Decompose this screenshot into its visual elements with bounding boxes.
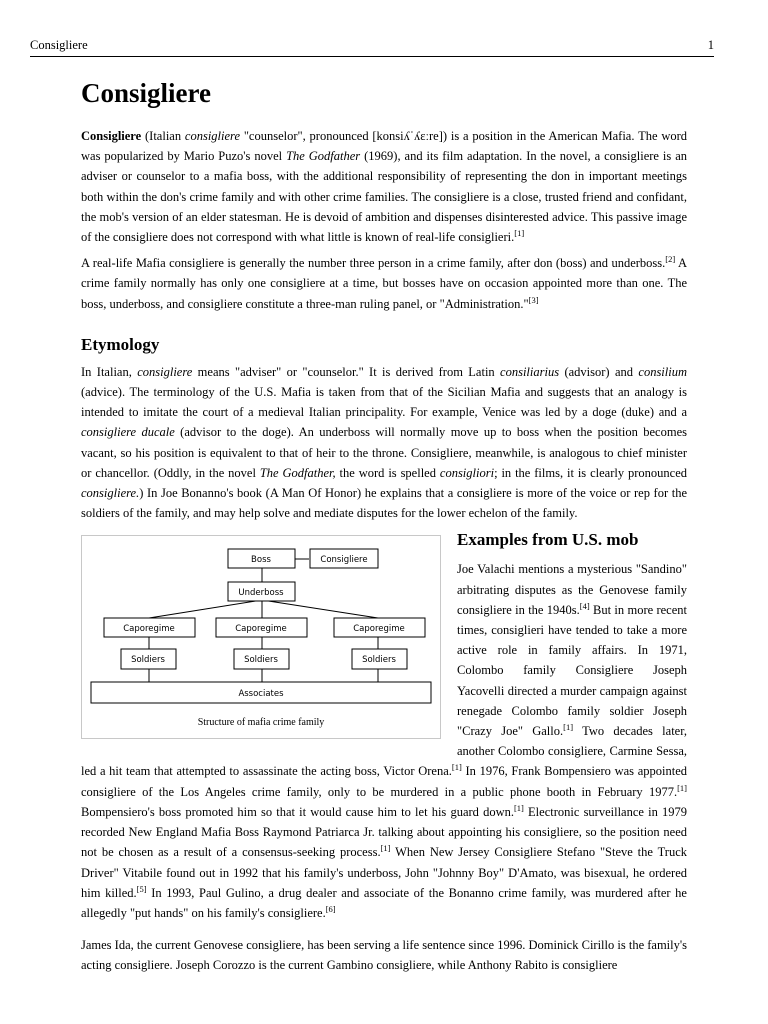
org-chart-diagram — [82, 536, 440, 738]
figure-caption: Structure of mafia crime family — [197, 717, 325, 729]
connector-line — [149, 600, 262, 618]
caporegime-label: Caporegime — [235, 624, 287, 635]
header-title: Consigliere — [30, 38, 88, 52]
term-bold: Consigliere — [81, 129, 142, 143]
examples-paragraph-1: Joe Valachi mentions a mysterious "Sandino" arbitrating disputes as the Genovese family consigliere in the 1940s.[4] But in more recent times, consiglieri have tended to take a more active role in family affairs. In 1971, Colombo family Consigliere Joseph Yacovelli directed a murder campaign against renegade Colombo family soldier Joseph "Crazy Joe" Gallo.[1] Two decades later, another Colombo consigliere, Carmine Sessa, led a hit team that attempted to assassinate the acting boss, Victor Orena.[1] In 1976, Frank Bompensiero was appointed consigliere of the Los Angeles crime family, only to be murdered in a public phone booth in February 1977.[1] Bompensiero's boss promoted him so that it would cause him to let his guard down.[1] Electronic surveillance in 1979 recorded New England Mafia Boss Raymond Patriarca Jr. talking about appointing his consigliere, so the position need not be chosen as a result of a consensus-seeking process.[1] When New Jersey Consigliere Stefano "Steve the Truck Driver" Vitabile found out in 1992 that his family's underboss, John "Johnny Boy" D'Amato, was bisexual, he ordered him killed.[5] In 1993, Paul Gulino, a drug dealer and associate of the Bonanno crime family, was murdered after he allegedly "put hands" on his family's consigliere.[6] — [81, 562, 688, 920]
reference-link[interactable]: [1] — [514, 227, 525, 238]
reference-link[interactable]: [4] — [579, 600, 590, 611]
intro-paragraph-1: Consigliere (Italian consigliere "counselor", pronounced [konsiʎˈʎɛːre]) is a position in the American Mafia. The word was popularized by Mario Puzo's novel The Godfather (1969), and its film adaptation. In the novel, a consigliere is an adviser or counselor to a mafia boss, with the additional responsibility of representing the don in important meetings both within the don's crime family and with other crime families. The consigliere is a close, trusted friend and confidant, the mob's version of an elder statesman. He is devoid of ambition and dispenses disinterested advice. This passive image of the consigliere does not correspond with what little is known of real-life consiglieri.[1] — [81, 129, 688, 245]
boss-label: Boss — [251, 555, 271, 566]
article-body — [81, 126, 687, 982]
reference-link[interactable]: [1] — [451, 762, 462, 773]
section-heading-etymology: Etymology — [81, 334, 160, 354]
page-header — [30, 36, 714, 57]
reference-link[interactable]: [6] — [325, 903, 336, 914]
intro-paragraph-2: A real-life Mafia consigliere is generally the number three person in a crime family, after don (boss) and underboss.[2] A crime family normally has only one consigliere at a time, but bosses have on occasion appointed more than one. The boss, underboss, and consigliere constitute a three-man ruling panel, or "Administration."[3] — [81, 254, 688, 311]
associates-label: Associates — [238, 689, 284, 700]
org-chart-figure — [81, 535, 441, 739]
consigliere-label: Consigliere — [320, 555, 368, 566]
etymology-paragraph: In Italian, consigliere means "adviser" or "counselor." It is derived from Latin consiliarius (advisor) and consilium (advice). The terminology of the U.S. Mafia is taken from that of the Sicilian Mafia and suggests that an analogy is intended to imitate the court of a medieval Italian principality. For example, Venice was led by a doge (duke) and a consigliere ducale (advisor to the doge). An underboss will normally move up to boss when the position becomes vacant, so his position is equivalent to that of heir to the throne. Consigliere, meanwhile, is analogous to chief minister or chancellor. (Oddly, in the novel The Godfather, the word is spelled consigliori; in the films, it is clearly pronounced consigliere.) In Joe Bonanno's book (A Man Of Honor) he explains that a consigliere is more of the voice or rep for the soldiers of the family, and may help solve and mediate disputes for the lower echelon of the family. — [81, 364, 688, 521]
reference-link[interactable]: [1] — [563, 721, 574, 732]
reference-link[interactable]: [1] — [677, 782, 687, 793]
soldiers-label: Soldiers — [131, 655, 165, 666]
soldiers-label: Soldiers — [244, 655, 278, 666]
caporegime-label: Caporegime — [123, 624, 175, 635]
caporegime-label: Caporegime — [353, 624, 405, 635]
soldiers-label: Soldiers — [362, 655, 396, 666]
reference-link[interactable]: [2] — [665, 254, 676, 265]
reference-link[interactable]: [3] — [528, 294, 539, 305]
reference-link[interactable]: [5] — [136, 883, 147, 894]
reference-link[interactable]: [1] — [513, 802, 524, 813]
reference-link[interactable]: [1] — [380, 843, 391, 854]
examples-paragraph-2: James Ida, the current Genovese consigliere, has been serving a life sentence since 1996. Dominick Cirillo is the family's acting consigliere. Joseph Corozzo is the current Gambino consigliere, while Anthony Rabito is consigliere — [81, 938, 687, 973]
section-heading-examples: Examples from U.S. mob — [457, 530, 639, 550]
underboss-label: Underboss — [238, 588, 284, 599]
page-number: 1 — [707, 38, 714, 52]
page-title: Consigliere — [81, 78, 211, 108]
